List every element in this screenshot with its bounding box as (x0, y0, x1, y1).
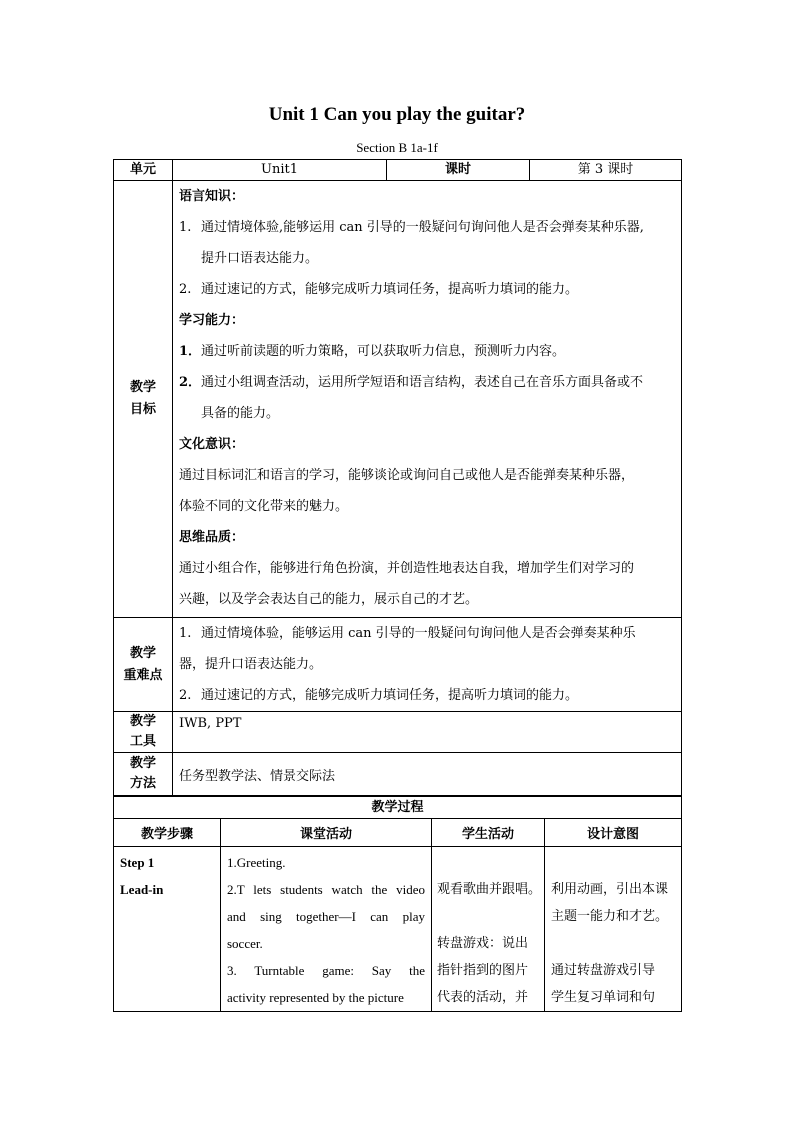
key-point-1: 1. 通过情境体验，能够运用 can 引导的一般疑问句询问他人是否会弹奏某种乐 (179, 626, 636, 641)
process-heading: 教学过程 (114, 797, 682, 819)
objectives-label: 教学 目标 (114, 181, 173, 618)
objectives-content: 语言知识： 1. 通过情境体验,能够运用 can 引导的一般疑问句询问他人是否会弹奏某种乐器, 提升口语表达能力。 2. 通过速记的方式，能够完成听力填词任务，提高听力填词的能力。 学习能力： 1．通过听前读题的听力策略，可以获取听力信息，预测听力内容。 2．通过小组调查活动，运用所学短语和语言结构，表述自己在音乐方面具备或不 具备的能力。 文化意识： 通过目标词汇和语言的学习，能够谈论或询问自己或他人是否能弹奏某种乐器， 体验不同的文化带来的魅力。 思维品质： 通过小组合作，能够进行角色扮演，并创造性地表达自我，增加学生们对学习的 兴趣，以及学会表达自己的能力，展示自己的才艺。 (173, 181, 682, 618)
student-cell: 观看歌曲并跟唱。 转盘游戏：说出 指针指到的图片 代表的活动，并 (432, 847, 545, 1012)
design-cell: 利用动画，引出本课 主题一能力和才艺。 通过转盘游戏引导 学生复习单词和句 (545, 847, 682, 1012)
culture-text: 通过目标词汇和语言的学习，能够谈论或询问自己或他人是否能弹奏某种乐器， (179, 468, 635, 483)
header-row (114, 160, 682, 181)
unit-label: 单元 (114, 160, 173, 181)
key-points-label: 教学 重难点 (114, 618, 173, 712)
period-value: 第 3 课时 (530, 160, 682, 181)
culture-heading: 文化意识： (179, 437, 245, 452)
thinking-text: 通过小组合作，能够进行角色扮演，并创造性地表达自我，增加学生们对学习的 (179, 561, 635, 576)
tools-label: 教学 工具 (114, 712, 173, 753)
unit-value: Unit1 (173, 160, 387, 181)
key-points-row (114, 618, 682, 712)
page-subtitle: Section B 1a-1f (356, 140, 438, 155)
table-row (114, 847, 682, 1012)
thinking-heading: 思维品质： (179, 530, 245, 545)
methods-row (114, 753, 682, 796)
language-item-1: 1. 通过情境体验,能够运用 can 引导的一般疑问句询问他人是否会弹奏某种乐器, (179, 220, 644, 235)
methods-label: 教学 方法 (114, 753, 173, 796)
key-points-content: 1. 通过情境体验，能够运用 can 引导的一般疑问句询问他人是否会弹奏某种乐 器，提升口语表达能力。 2. 通过速记的方式，能够完成听力填词任务，提高听力填词的能力。 (173, 618, 682, 712)
step-cell: Step 1 Lead-in (114, 847, 221, 1012)
process-table (113, 796, 682, 1012)
lesson-plan-table (113, 159, 682, 796)
language-item-2: 2. 通过速记的方式，能够完成听力填词任务，提高听力填词的能力。 (179, 282, 579, 297)
column-header-student: 学生活动 (432, 819, 545, 847)
tools-value: IWB, PPT (173, 712, 682, 753)
language-heading: 语言知识： (179, 189, 245, 204)
column-header-design: 设计意图 (545, 819, 682, 847)
objectives-row (114, 181, 682, 618)
page-title: Unit 1 Can you play the guitar? (268, 104, 526, 125)
period-label: 课时 (387, 160, 530, 181)
ability-heading: 学习能力： (179, 313, 245, 328)
ability-item-2: 2．通过小组调查活动，运用所学短语和语言结构，表述自己在音乐方面具备或不 (179, 375, 644, 390)
key-point-2: 2. 通过速记的方式，能够完成听力填词任务，提高听力填词的能力。 (179, 688, 579, 703)
column-header-step: 教学步骤 (114, 819, 221, 847)
column-header-activity: 课堂活动 (221, 819, 432, 847)
tools-row (114, 712, 682, 753)
ability-item-1: 1．通过听前读题的听力策略，可以获取听力信息，预测听力内容。 (179, 344, 566, 359)
methods-value: 任务型教学法、情景交际法 (173, 753, 682, 796)
activity-cell: 1.Greeting. 2.T lets students watch the video and sing together—I can play soccer. 3. Turntable game: Say the activity represented by the picture (221, 847, 432, 1012)
